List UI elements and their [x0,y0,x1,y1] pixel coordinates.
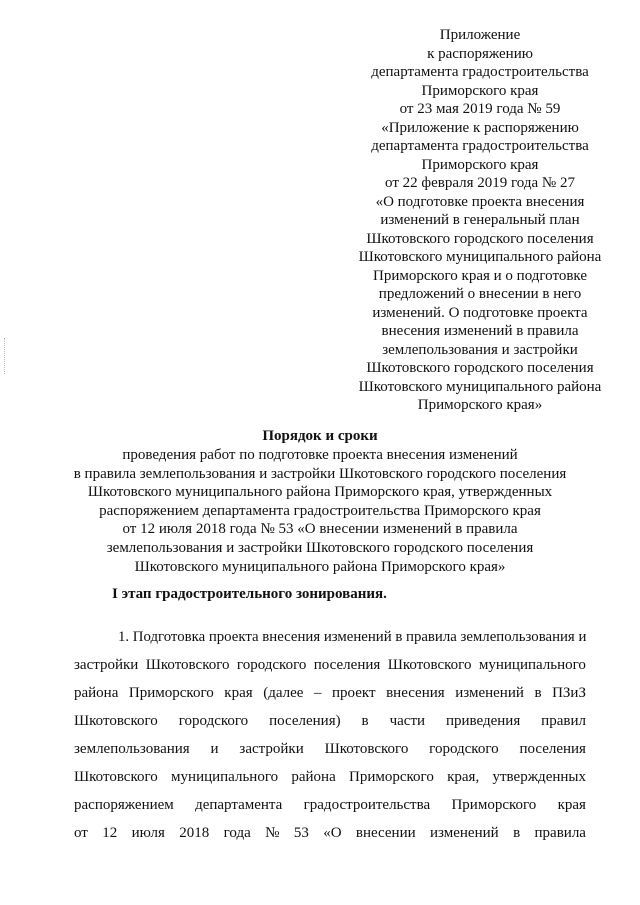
paragraph-word: землепользования [74,741,190,757]
appendix-line: Приложение [439,27,521,43]
paragraph-word: внесения [386,685,445,701]
paragraph-line [74,623,586,651]
paragraph-word: поселения) [269,713,341,729]
paragraph-word: утвержденных [492,769,586,785]
appendix-line: изменений в генеральный план [380,212,580,228]
paragraph-line-text [74,735,586,763]
appendix-line: «О подготовке проекта внесения [375,193,585,210]
paragraph-line [74,707,586,735]
appendix-line: Шкотовского муниципального района [358,249,602,265]
paragraph-line-text [74,791,586,819]
paragraph-word: департамента [195,797,283,813]
paragraph-word: Приморского [349,769,434,785]
paragraph-word: края [557,797,586,813]
appendix-line: к распоряжению [427,45,533,62]
paragraph-word: Шкотовского [74,769,158,785]
paragraph-word: проект [332,685,376,701]
paragraph-line [74,735,586,763]
paragraph-word: городского [429,741,499,757]
paragraph-word: внесении [355,825,416,841]
paragraph-word: края, [447,769,480,785]
paragraph-word: – [313,685,322,701]
paragraph-word: июля [131,825,165,841]
paragraph-word: Приморского [451,797,537,813]
subtitle-line: от 12 июля 2018 года № 53 «О внесении изменений в правила [122,521,518,538]
paragraph-word: правила [534,825,586,841]
paragraph-word: № [265,825,280,841]
appendix-line: землепользования и застройки [382,341,578,358]
paragraph-word: «О [323,825,342,841]
paragraph-word: (далее [263,685,304,701]
paragraph-word: изменений [455,685,524,701]
paragraph-line-text [74,651,586,679]
paragraph-line-text [74,763,586,791]
paragraph-word: в [361,713,369,729]
paragraph-line [74,819,586,847]
appendix-line: департамента градостроительства [371,138,589,154]
paragraph-word: градостроительства [303,797,431,813]
paragraph-word: Шкотовского [324,741,409,757]
paragraph-line [74,763,586,791]
paragraph-word: Шкотовского [74,713,158,729]
body-paragraph [74,623,586,847]
paragraph-word: муниципального [478,657,586,673]
appendix-line: от 23 мая 2019 года № 59 [399,101,561,117]
subtitle-line: Шкотовского муниципального района Приморского края» [134,558,506,575]
document-subtitle [40,446,600,576]
paragraph-word: поселения [313,657,381,673]
appendix-line: изменений. О подготовке проекта [372,304,588,321]
paragraph-word: ПЗиЗ [552,685,586,701]
paragraph-word: края [224,685,253,701]
paragraph-word: приведения [445,713,521,729]
paragraph-word: изменений [430,825,499,841]
appendix-line: Приморского края и о подготовке [372,267,587,284]
appendix-line: Приморского края [421,82,539,99]
appendix-line: департамента градостроительства [371,64,589,80]
paragraph-line-text: 1. Подготовка проекта внесения изменений в правила землепользования и [118,629,587,645]
paragraph-word: и [210,741,219,757]
paragraph-word: Шкотовского [145,657,230,673]
paragraph-line [74,651,586,679]
appendix-line: Шкотовского городского поселения [366,230,594,247]
paragraph-word: городского [178,713,249,729]
paragraph-word: года [223,825,251,841]
paragraph-line-text [74,819,586,847]
paragraph-word: Шкотовского [387,657,472,673]
paragraph-word: поселения [519,741,586,757]
subtitle-line: землепользования и застройки Шкотовского городского поселения [106,539,534,556]
paragraph-word: 12 [102,825,118,841]
paragraph-word: в [534,685,542,701]
paragraph-word: 53 [293,825,309,841]
subtitle-line: проведения работ по подготовке проекта внесения изменений [122,447,518,463]
stage-heading: I этап градостроительного зонирования. [112,586,387,602]
paragraph-line-text [74,679,586,707]
appendix-line: Шкотовского муниципального района [358,378,602,395]
paragraph-word: Приморского [128,685,214,701]
paragraph-line [74,679,586,707]
subtitle-line: Шкотовского муниципального района Приморского края, утвержденных [87,484,553,501]
paragraph-word: застройки [74,657,139,673]
scan-margin-mark [4,338,6,374]
subtitle-line: распоряжением департамента градостроительства Приморского края [99,502,541,519]
subtitle-line: в правила землепользования и застройки Шкотовского городского поселения [73,465,567,482]
paragraph-word: 2018 [179,825,210,841]
paragraph-word: городского [236,657,307,673]
paragraph-word: распоряжением [74,797,174,813]
paragraph-line-text [74,707,586,735]
paragraph-word: части [389,713,426,729]
paragraph-line [74,791,586,819]
paragraph-word: района [291,769,336,785]
appendix-header [342,26,618,415]
appendix-line: Приморского края» [417,397,543,413]
appendix-line: Шкотовского городского поселения [366,360,594,376]
paragraph-word: правил [541,713,586,729]
appendix-line: внесения изменений в правила [381,323,579,339]
appendix-line: Приморского края [421,156,539,173]
paragraph-word: в [513,825,521,841]
appendix-line: предложений о внесении в него [378,286,582,302]
paragraph-word: муниципального [171,769,279,785]
paragraph-word: застройки [239,741,304,757]
appendix-line: от 22 февраля 2019 года № 27 [385,175,575,191]
paragraph-word: от [74,825,88,841]
document-title: Порядок и сроки [262,428,378,444]
appendix-line: «Приложение к распоряжению [381,119,579,136]
paragraph-word: района [74,685,119,701]
